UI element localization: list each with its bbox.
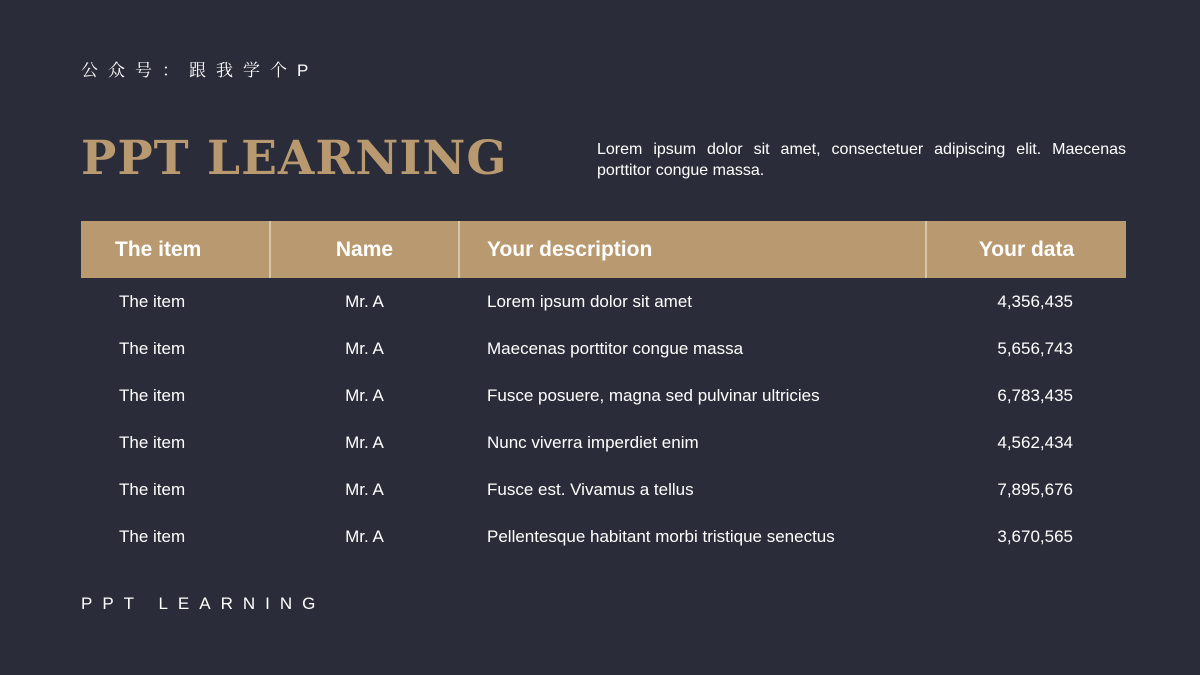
brand-caption-top: 公众号：跟我学个P	[81, 61, 319, 80]
cell-name: Mr. A	[345, 291, 384, 311]
column-header-data: Your data	[978, 237, 1075, 261]
cell-item: The item	[119, 291, 186, 311]
column-header-item: The item	[81, 221, 270, 278]
table-row	[81, 513, 1126, 560]
table-row	[81, 419, 1126, 466]
cell-item: The item	[119, 526, 186, 546]
data-table	[81, 221, 1126, 560]
cell-data: 5,656,743	[997, 338, 1073, 358]
cell-data: 4,356,435	[997, 291, 1073, 311]
cell-description: Nunc viverra imperdiet enim	[487, 432, 699, 452]
cell-description: Fusce posuere, magna sed pulvinar ultricies	[487, 385, 820, 405]
cell-description: Pellentesque habitant morbi tristique senectus	[487, 526, 835, 546]
cell-name: Mr. A	[345, 385, 384, 405]
cell-name: Mr. A	[345, 338, 384, 358]
cell-data: 7,895,676	[997, 479, 1073, 499]
table-header	[81, 221, 1126, 278]
table-header-row	[81, 221, 1126, 278]
cell-description: Fusce est. Vivamus a tellus	[487, 479, 694, 499]
intro-paragraph: Lorem ipsum dolor sit amet, consectetuer adipiscing elit. Maecenas porttitor congue massa.	[597, 141, 1126, 179]
cell-data: 3,670,565	[997, 526, 1073, 546]
table-body	[81, 278, 1126, 560]
brand-caption-bottom: PPT LEARNING	[81, 594, 326, 613]
cell-description: Lorem ipsum dolor sit amet	[487, 291, 693, 311]
cell-name: Mr. A	[345, 526, 384, 546]
table-row	[81, 372, 1126, 419]
cell-item: The item	[119, 432, 186, 452]
table-row	[81, 466, 1126, 513]
cell-data: 6,783,435	[997, 385, 1073, 405]
cell-data: 4,562,434	[997, 432, 1073, 452]
cell-name: Mr. A	[345, 432, 384, 452]
column-header-name: Name	[270, 221, 459, 278]
page-title: PPT LEARNING	[81, 131, 508, 186]
column-header-description: Your description	[459, 221, 926, 278]
table-row	[81, 325, 1126, 372]
cell-description: Maecenas porttitor congue massa	[487, 338, 744, 358]
cell-item: The item	[119, 338, 186, 358]
cell-item: The item	[119, 385, 186, 405]
table-row	[81, 278, 1126, 325]
cell-name: Mr. A	[345, 479, 384, 499]
cell-item: The item	[119, 479, 186, 499]
